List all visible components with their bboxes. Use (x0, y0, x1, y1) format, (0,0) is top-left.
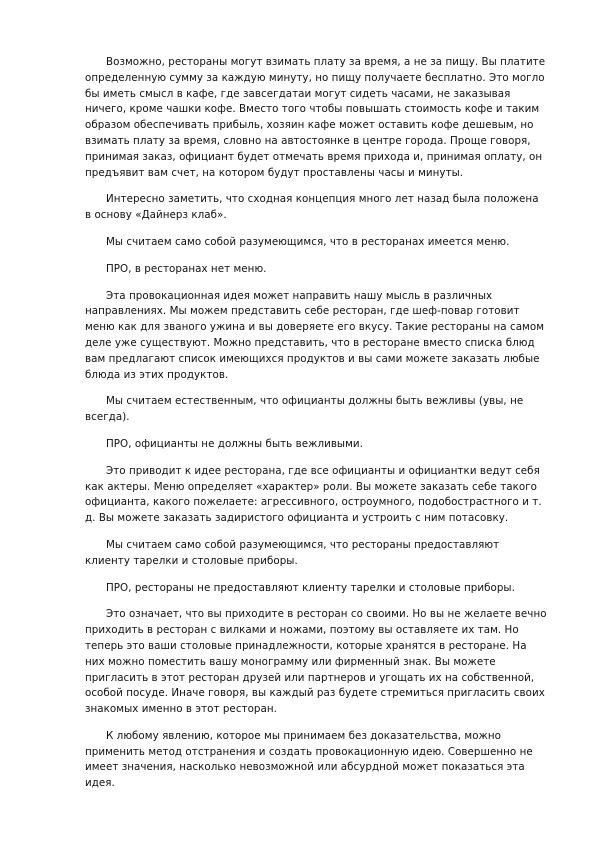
paragraph-10: ПРО, рестораны не предоставляют клиенту тарелки и столовые приборы. (106, 581, 515, 594)
paragraph-6: Мы считаем естественным, что официанты должны быть вежливы (увы, не всегда). (85, 395, 524, 424)
paragraph-4: ПРО, в ресторанах нет меню. (106, 262, 267, 275)
paragraph-11: Это означает, что вы приходите в ресторан со своими. Но вы не желаете вечно приходить в ресторан с вилками и ножами, поэтому вы оставляете их там. Но теперь это ваши столовые принадлежности, которые хранятся в ресторане. На них можно поместить вашу монограмму или фирменный знак. Вы можете пригласить в этот ресторан друзей или партнеров и угощать их на собственной, особой посуде. Иначе говоря, вы каждый раз будете стремиться пригласить своих знакомых именно в этот ресторан. (85, 608, 547, 716)
document-body (85, 55, 547, 803)
paragraph-5: Эта провокационная идея может направить нашу мысль в различных направлениях. Мы можем представить себе ресторан, где шеф-повар готовит меню как для званого ужина и вы доверяете его вкусу. Такие рестораны на самом деле уже существуют. Можно представить, что в ресторане вместо списка блюд вам предлагают список имеющихся продуктов и вы сами можете заказать любые блюда из этих продуктов. (85, 289, 545, 381)
paragraph-7: ПРО, официанты не должны быть вежливыми. (106, 437, 363, 450)
paragraph-8: Это приводит к идее ресторана, где все официанты и официантки ведут себя как актеры. Меню определяет «характер» роли. Вы можете заказать себе такого официанта, какого пожелаете: агрессивного, остроумного, подобострастного и т. д. Вы можете заказать задиристого официанта и устроить с ним потасовку. (85, 464, 542, 525)
paragraph-9: Мы считаем само собой разумеющимся, что рестораны предоставляют клиенту тарелки и столовые приборы. (85, 538, 500, 567)
paragraph-3: Мы считаем само собой разумеющимся, что в ресторанах имеется меню. (106, 235, 510, 248)
paragraph-12: К любому явлению, которое мы принимаем без доказательства, можно применить метод отстранения и создать провокационную идею. Совершенно не имеет значения, насколько невозможной или абсурдной может показаться эта идея. (85, 729, 533, 790)
paragraph-2: Интересно заметить, что сходная концепция много лет назад была положена в основу «Дайнерз клаб». (85, 193, 539, 222)
paragraph-1: Возможно, рестораны могут взимать плату за время, а не за пищу. Вы платите определенную сумму за каждую минуту, но пищу получаете бесплатно. Это могло бы иметь смысл в кафе, где завсегдатаи могут сидеть часами, не заказывая ничего, кроме чашки кофе. Вместо того чтобы повышать стоимость кофе и таким образом обеспечивать прибыль, хозяин кафе может оставить кофе дешевым, но взимать плату за время, словно на автостоянке в центре города. Проще говоря, принимая заказ, официант будет отмечать время прихода и, принимая оплату, он предъявит вам счет, на котором будут проставлены часы и минуты. (85, 56, 546, 179)
